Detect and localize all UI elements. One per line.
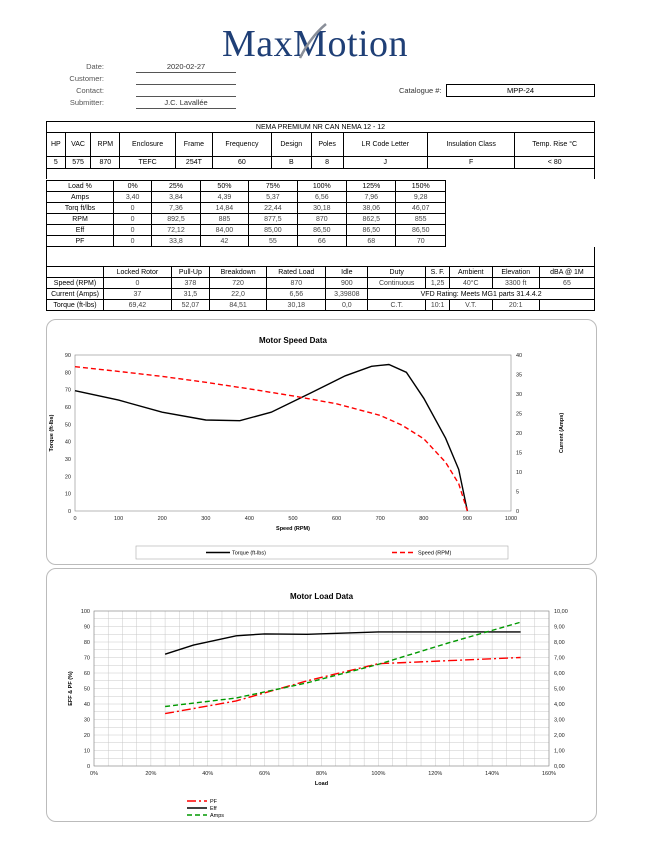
y-tick-label: 60	[64, 405, 71, 411]
cell: 85,00	[249, 225, 297, 236]
row-label: Amps	[47, 192, 114, 203]
spec-value: 8	[311, 157, 343, 169]
cell: 855	[396, 214, 446, 225]
catalogue-label: Catalogue #:	[399, 86, 442, 95]
cell: 69,42	[104, 300, 172, 311]
cell: 870	[267, 278, 326, 289]
y-tick-label: 0	[86, 764, 90, 770]
row-label: Current (Amps)	[47, 289, 104, 300]
chart-title: Motor Speed Data	[258, 336, 328, 345]
cell: 84,00	[200, 225, 248, 236]
plot-area	[75, 355, 511, 511]
field-label: Customer:	[69, 74, 104, 83]
x-tick-label: 300	[201, 516, 211, 522]
x-tick-label: 140%	[485, 771, 500, 777]
cell: 3300 ft	[492, 278, 539, 289]
chart-title: Motor Load Data	[289, 592, 354, 601]
y2-tick-label: 2,00	[554, 733, 565, 739]
cell: 0	[114, 225, 152, 236]
spec-value: 5	[47, 157, 66, 169]
cell: 720	[209, 278, 266, 289]
cell: 900	[326, 278, 368, 289]
cell: 3,39808	[326, 289, 368, 300]
y2-tick-label: 15	[516, 450, 523, 457]
cell: 37	[104, 289, 172, 300]
x-tick-label: 900	[462, 516, 472, 522]
spec-value: F	[427, 157, 515, 169]
legend-label: Eff	[210, 806, 217, 812]
y-tick-label: 10	[83, 748, 90, 755]
y2-axis-label: Current (Amps)	[559, 412, 565, 454]
y-tick-label: 30	[83, 717, 90, 724]
load-header: 75%	[249, 181, 297, 192]
y-tick-label: 50	[64, 422, 71, 429]
spec-value: B	[272, 157, 312, 169]
cell: 877,5	[249, 214, 297, 225]
cell: 66	[297, 236, 346, 247]
cell: 72,12	[152, 225, 200, 236]
perf-header: Breakdown	[209, 267, 266, 278]
y-tick-label: 100	[80, 609, 90, 615]
cell: 7,36	[152, 203, 200, 214]
spec-header: HP	[47, 133, 66, 157]
load-header: 0%	[114, 181, 152, 192]
perf-header: Idle	[326, 267, 368, 278]
load-row-eff	[47, 225, 446, 236]
spec-header: Frame	[175, 133, 212, 157]
motor-speed-chart-svg	[47, 320, 596, 564]
x-tick-label: 400	[244, 516, 254, 522]
logo-text: MaxMotion	[222, 23, 409, 65]
header-fields	[34, 62, 214, 110]
cell: 70	[396, 236, 446, 247]
cell: 3,84	[152, 192, 200, 203]
series-line-speed-rpm	[75, 367, 467, 511]
y-tick-label: 20	[83, 733, 90, 739]
y-axis-label: Torque (ft-lbs)	[49, 414, 55, 452]
x-tick-label: 80%	[315, 771, 328, 777]
y-tick-label: 0	[67, 509, 71, 515]
cell: 0	[114, 236, 152, 247]
cell: 38,06	[347, 203, 396, 214]
y2-tick-label: 6,00	[554, 671, 565, 677]
cell: 378	[171, 278, 209, 289]
vfd-rating: VFD Rating: Meets MG1 parts 31.4.4.2	[368, 289, 595, 300]
row-label: PF	[47, 236, 114, 247]
perf-header: Pull-Up	[171, 267, 209, 278]
y2-tick-label: 1,00	[554, 748, 565, 755]
x-tick-label: 100%	[371, 771, 386, 777]
x-axis-label: Speed (RPM)	[276, 526, 310, 532]
spec-value: J	[343, 157, 427, 169]
cell: 86,50	[347, 225, 396, 236]
spec-header: LR Code Letter	[343, 133, 427, 157]
load-row-rpm	[47, 214, 446, 225]
perf-header: Rated Load	[267, 267, 326, 278]
company-logo	[222, 18, 422, 64]
x-tick-label: 20%	[145, 771, 157, 777]
y-tick-label: 80	[64, 370, 71, 377]
spec-value: 60	[212, 157, 271, 169]
cell: 65	[539, 278, 594, 289]
cell: 7,96	[347, 192, 396, 203]
header-field-customer	[34, 74, 214, 85]
spec-value: TEFC	[120, 157, 176, 169]
motor-load-chart-svg	[47, 569, 596, 821]
cell: 3,40	[114, 192, 152, 203]
spec-header: Temp. Rise °C	[515, 133, 595, 157]
cell: C.T.	[368, 300, 426, 311]
x-tick-label: 1000	[504, 516, 518, 522]
spec-value: 254T	[175, 157, 212, 169]
x-tick-label: 100	[114, 516, 124, 522]
perf-header: Ambient	[450, 267, 492, 278]
perf-header: S. F.	[426, 267, 450, 278]
cell: 6,56	[267, 289, 326, 300]
y2-tick-label: 0	[516, 509, 520, 515]
spec-header: Frequency	[212, 133, 271, 157]
y-tick-label: 90	[83, 624, 90, 631]
spec-header: Poles	[311, 133, 343, 157]
series-line-torque-ft-lbs	[75, 365, 467, 512]
legend-box	[136, 546, 508, 559]
perf-header: dBA @ 1M	[539, 267, 594, 278]
field-value: J.C. Lavallée	[136, 98, 236, 109]
header-field-contact	[34, 86, 214, 97]
cell: 55	[249, 236, 297, 247]
x-tick-label: 500	[288, 516, 298, 522]
cell: 30,18	[267, 300, 326, 311]
y-tick-label: 30	[64, 457, 71, 463]
perf-row-speed	[47, 278, 595, 289]
x-tick-label: 600	[332, 516, 342, 522]
load-header: 50%	[200, 181, 248, 192]
spec-header: RPM	[91, 133, 120, 157]
y2-tick-label: 5,00	[554, 686, 565, 693]
spec-value: 870	[91, 157, 120, 169]
load-row-pf	[47, 236, 446, 247]
cell: 0	[114, 214, 152, 225]
field-value: 2020-02-27	[136, 62, 236, 73]
y-tick-label: 20	[64, 474, 71, 481]
load-header: 100%	[297, 181, 346, 192]
cell: 862,5	[347, 214, 396, 225]
x-tick-label: 0%	[90, 771, 98, 777]
performance-table	[46, 266, 595, 311]
cell: 86,50	[396, 225, 446, 236]
motor-load-chart	[46, 568, 597, 822]
perf-header: Locked Rotor	[104, 267, 172, 278]
spec-header: Insulation Class	[427, 133, 515, 157]
cell: 0,0	[326, 300, 368, 311]
x-tick-label: 200	[157, 516, 167, 522]
y2-tick-label: 10	[516, 470, 523, 476]
cell: 14,84	[200, 203, 248, 214]
y2-tick-label: 4,00	[554, 702, 565, 708]
y-tick-label: 80	[83, 640, 90, 646]
perf-row-torque	[47, 300, 595, 311]
field-label: Date:	[86, 62, 104, 71]
cell: 31,5	[171, 289, 209, 300]
y-tick-label: 40	[83, 702, 90, 708]
legend-label: Amps	[210, 813, 225, 819]
spec-header: Enclosure	[120, 133, 176, 157]
load-table	[46, 180, 446, 247]
row-label: Torq ft/lbs	[47, 203, 114, 214]
y2-tick-label: 8,00	[554, 640, 565, 646]
y2-tick-label: 20	[516, 431, 523, 437]
x-axis-label: Load	[314, 781, 329, 787]
y-tick-label: 50	[83, 686, 90, 693]
x-tick-label: 700	[375, 516, 385, 522]
load-header: 25%	[152, 181, 200, 192]
field-value	[136, 74, 236, 85]
load-header: 125%	[347, 181, 396, 192]
series-line-eff	[165, 632, 520, 654]
cell: 885	[200, 214, 248, 225]
perf-row-current	[47, 289, 595, 300]
cell: 33,8	[152, 236, 200, 247]
y-tick-label: 60	[83, 671, 90, 677]
cell: 42	[200, 236, 248, 247]
legend-label: Torque (ft-lbs)	[232, 550, 266, 557]
cell: 30,18	[297, 203, 346, 214]
y2-tick-label: 0,00	[554, 764, 565, 770]
cell: 5,37	[249, 192, 297, 203]
spec-value: < 80	[515, 157, 595, 169]
cell: 9,28	[396, 192, 446, 203]
cell: 46,07	[396, 203, 446, 214]
y2-tick-label: 5	[516, 489, 520, 496]
cell: Continuous	[368, 278, 426, 289]
load-spacer	[46, 247, 595, 266]
y2-tick-label: 25	[516, 411, 523, 418]
y-tick-label: 90	[64, 353, 71, 359]
logo-swoosh-icon	[222, 18, 422, 64]
y2-tick-label: 35	[516, 372, 523, 379]
y2-tick-label: 7,00	[554, 655, 565, 662]
x-tick-label: 160%	[541, 771, 557, 777]
x-tick-label: 0	[73, 516, 77, 522]
catalogue-value: MPP-24	[446, 84, 595, 97]
perf-header	[47, 267, 104, 278]
load-row-torque	[47, 203, 446, 214]
cell: 0	[104, 278, 172, 289]
perf-header: Duty	[368, 267, 426, 278]
cell: V.T.	[450, 300, 492, 311]
y2-tick-label: 3,00	[554, 717, 565, 724]
field-value	[136, 86, 236, 97]
y-tick-label: 70	[83, 655, 90, 662]
cell: 40°C	[450, 278, 492, 289]
field-label: Contact:	[76, 86, 104, 95]
spec-table	[46, 121, 595, 169]
spec-table-title: NEMA PREMIUM NR CAN NEMA 12 - 12	[47, 122, 595, 133]
x-tick-label: 40%	[202, 771, 214, 777]
cell: 22,0	[209, 289, 266, 300]
perf-header: Elevation	[492, 267, 539, 278]
cell: 4,39	[200, 192, 248, 203]
cell: 68	[347, 236, 396, 247]
y2-tick-label: 40	[516, 353, 523, 359]
y2-tick-label: 9,00	[554, 624, 565, 631]
cell: 10:1	[426, 300, 450, 311]
field-label: Submitter:	[69, 98, 104, 107]
y-tick-label: 40	[64, 439, 71, 446]
cell	[539, 300, 594, 311]
x-tick-label: 60%	[259, 771, 271, 777]
cell: 84,51	[209, 300, 266, 311]
cell: 892,5	[152, 214, 200, 225]
cell: 86,50	[297, 225, 346, 236]
y-tick-label: 70	[64, 387, 71, 394]
load-header: Load %	[47, 181, 114, 192]
cell: 1,25	[426, 278, 450, 289]
load-header: 150%	[396, 181, 446, 192]
header-field-submitter	[34, 98, 214, 109]
row-label: Eff	[47, 225, 114, 236]
legend-label: Speed (RPM)	[418, 550, 452, 557]
spec-spacer	[46, 169, 595, 179]
cell: 6,56	[297, 192, 346, 203]
header-field-date	[34, 62, 214, 73]
cell: 52,07	[171, 300, 209, 311]
x-tick-label: 800	[419, 516, 429, 522]
cell: 870	[297, 214, 346, 225]
row-label: Speed (RPM)	[47, 278, 104, 289]
cell: 20:1	[492, 300, 539, 311]
load-row-amps	[47, 192, 446, 203]
series-line-amps	[165, 622, 520, 706]
x-tick-label: 120%	[428, 771, 443, 777]
cell: 0	[114, 203, 152, 214]
legend-label: PF	[210, 799, 218, 805]
y2-tick-label: 10,00	[554, 609, 568, 615]
y-axis-label: EFF & PF (%)	[68, 671, 74, 706]
y2-tick-label: 30	[516, 392, 523, 398]
spec-value: 575	[65, 157, 91, 169]
row-label: RPM	[47, 214, 114, 225]
motor-speed-chart	[46, 319, 597, 565]
spec-header: Design	[272, 133, 312, 157]
cell: 22,44	[249, 203, 297, 214]
y-tick-label: 10	[64, 491, 71, 498]
row-label: Torque (ft-lbs)	[47, 300, 104, 311]
spec-header: VAC	[65, 133, 91, 157]
series-line-pf	[165, 658, 520, 714]
